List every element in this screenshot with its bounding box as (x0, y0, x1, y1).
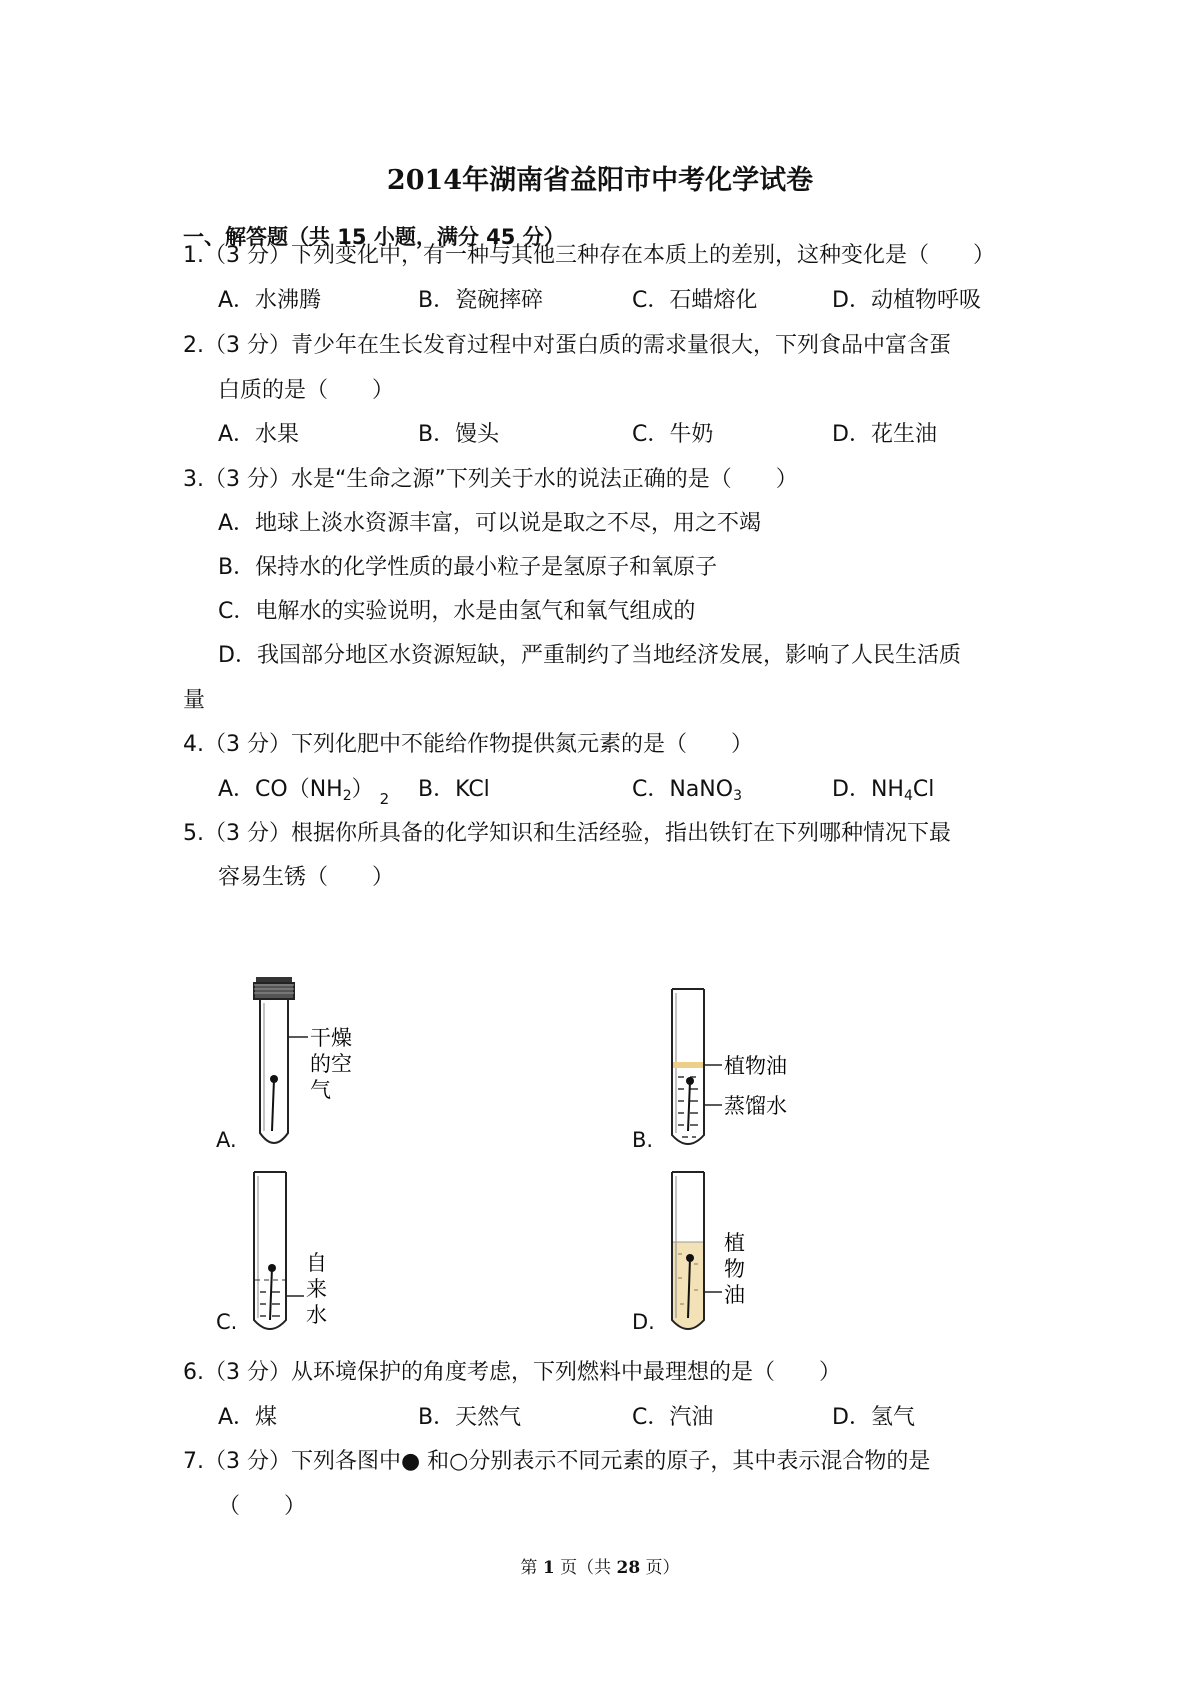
q3-option-c: C．电解水的实验说明，水是由氢气和氧气组成的 (218, 599, 696, 624)
oil-layer (673, 1062, 703, 1068)
q4-option-c: C．NaNO$_3$ (632, 777, 742, 804)
q1-option-d: D．动植物呼吸 (832, 288, 981, 313)
figure-label-c: C. (216, 1310, 238, 1334)
q6-option-a: A．煤 (218, 1405, 278, 1430)
q3-option-b: B．保持水的化学性质的最小粒子是氢原子和氧原子 (218, 555, 718, 580)
q3-option-a: A．地球上淡水资源丰富，可以说是取之不尽，用之不竭 (218, 511, 762, 536)
figure-d-label-1: 植 (724, 1231, 745, 1255)
figure-c-label-3: 水 (306, 1303, 327, 1327)
q1-option-c: C．石蜡熔化 (632, 288, 758, 313)
question-2-cont: 白质的是（ ） (218, 378, 395, 403)
q1-option-a: A．水沸腾 (218, 288, 322, 313)
q2-option-b: B．馒头 (418, 422, 500, 447)
figure-label-b: B. (632, 1128, 654, 1152)
q1-option-b: B．瓷碗摔碎 (418, 288, 544, 313)
figure-d-label-3: 油 (724, 1283, 745, 1307)
question-7: 7.（3 分）下列各图中● 和○分别表示不同元素的原子，其中表示混合物的是 (183, 1449, 931, 1474)
q6-option-b: B．天然气 (418, 1405, 522, 1430)
figure-label-d: D. (632, 1310, 655, 1334)
figure-c-label-2: 来 (306, 1277, 327, 1301)
test-tube-figure-c (240, 1168, 380, 1338)
page-footer: 第 1 页（共 28 页） (520, 1558, 680, 1578)
figure-a-label-3: 气 (310, 1078, 331, 1102)
q3-option-d: D．我国部分地区水资源短缺，严重制约了当地经济发展，影响了人民生活质 (218, 643, 961, 668)
test-tube-figure-a (240, 975, 400, 1155)
q4-option-a: A．$CO(NH_2)$ $_2$ (218, 777, 390, 808)
question-5: 5.（3 分）根据你所具备的化学知识和生活经验，指出铁钉在下列哪种情况下最 (183, 821, 951, 846)
figure-d-label-2: 物 (724, 1257, 745, 1281)
figure-c-label-1: 自 (306, 1251, 327, 1275)
question-2: 2.（3 分）青少年在生长发育过程中对蛋白质的需求量很大，下列食品中富含蛋 (183, 333, 951, 358)
question-7-cont: （ ） (218, 1494, 307, 1519)
question-3: 3.（3 分）水是“生命之源”下列关于水的说法正确的是（ ） (183, 467, 798, 492)
question-5-cont: 容易生锈（ ） (218, 865, 395, 890)
q6-option-c: C．汽油 (632, 1405, 714, 1430)
q2-option-a: A．水果 (218, 422, 300, 447)
test-tube-figure-b (660, 985, 820, 1155)
q2-option-c: C．牛奶 (632, 422, 714, 447)
q3-option-d-cont: 量 (183, 688, 206, 713)
q6-option-d: D．氢气 (832, 1405, 915, 1430)
figure-b-water-label: 蒸馏水 (724, 1094, 787, 1118)
figure-a-label-1: 干燥 (310, 1026, 352, 1050)
test-tube-figure-d (660, 1168, 800, 1338)
question-4: 4.（3 分）下列化肥中不能给作物提供氮元素的是（ ） (183, 732, 753, 757)
question-1: 1.（3 分）下列变化中，有一种与其他三种存在本质上的差别，这种变化是（ ） (183, 243, 995, 268)
q4-option-d: D．$NH_4Cl$ (832, 777, 935, 804)
section-heading: 一、解答题（共 15 小题，满分 45 分） (183, 225, 565, 249)
figure-a-label-2: 的空 (310, 1052, 352, 1076)
page-title: 2014年湖南省益阳市中考化学试卷 (386, 165, 814, 196)
q2-option-d: D．花生油 (832, 422, 937, 447)
figure-label-a: A. (216, 1128, 237, 1152)
question-6: 6.（3 分）从环境保护的角度考虑，下列燃料中最理想的是（ ） (183, 1360, 841, 1385)
q4-option-b: B．KCl (418, 777, 490, 802)
figure-b-oil-label: 植物油 (724, 1054, 787, 1078)
